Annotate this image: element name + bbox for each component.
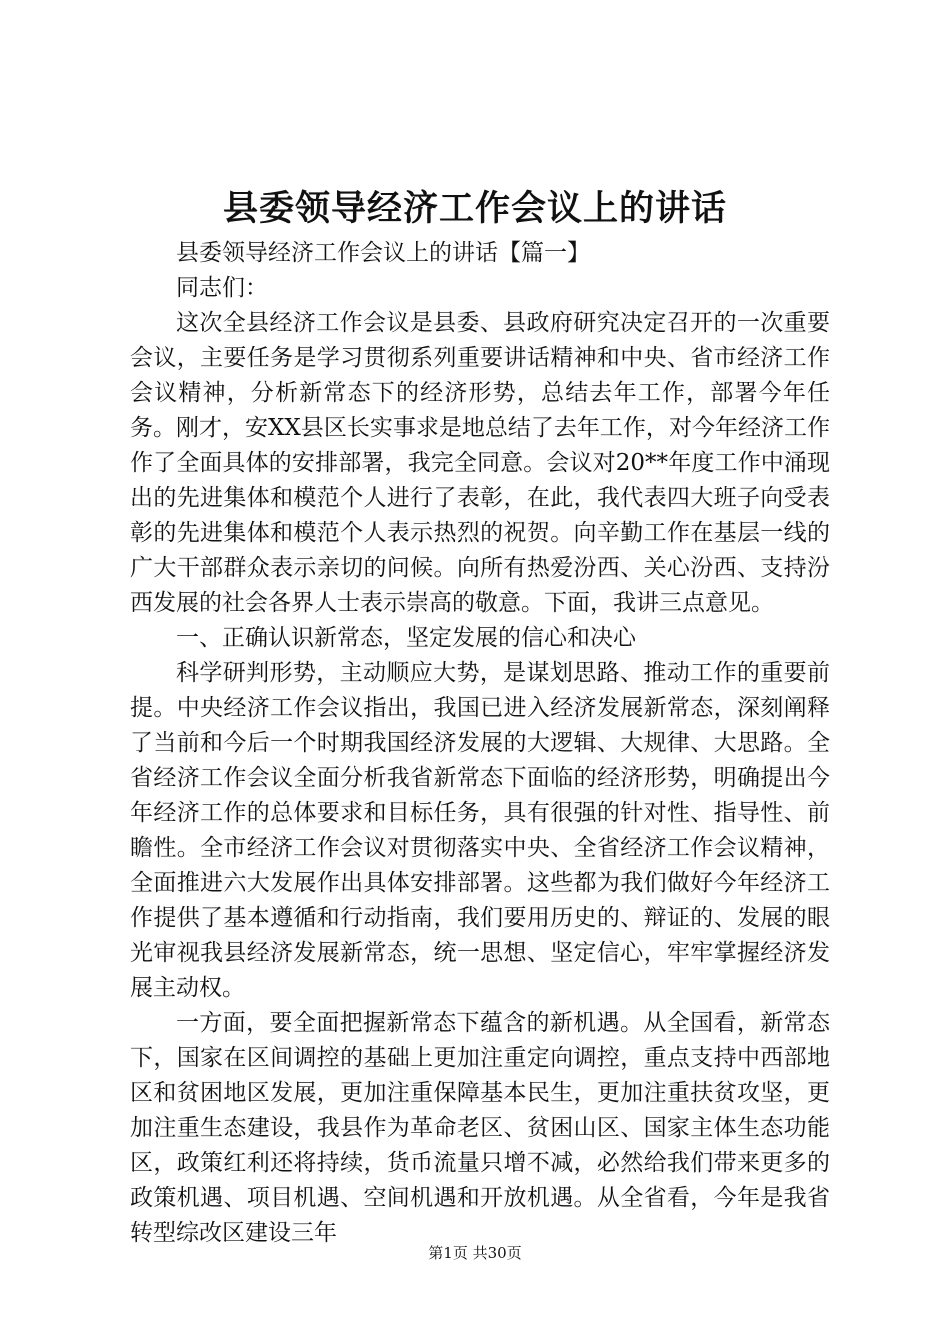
page-footer: 第1页 共30页: [428, 1244, 522, 1262]
paragraph-intro: 这次全县经济工作会议是县委、县政府研究决定召开的一次重要会议，主要任务是学习贯彻系列重要讲话精神和中央、省市经济工作会议精神，分析新常态下的经济形势，总结去年工作，部署今年任务。刚才，安XX县区长实事求是地总结了去年工作，对今年经济工作作了全面具体的安排部署，我完全同意。会议对20**年度工作中涌现出的先进集体和模范个人进行了表彰，在此，我代表四大班子向受表彰的先进集体和模范个人表示热烈的祝贺。向辛勤工作在基层一线的广大干部群众表示亲切的问候。向所有热爱汾西、关心汾西、支持汾西发展的社会各界人士表示崇高的敬意。下面，我讲三点意见。: [130, 310, 830, 616]
document-body: [130, 236, 830, 1251]
paragraph-opportunities: 一方面，要全面把握新常态下蕴含的新机遇。从全国看，新常态下，国家在区间调控的基础上更加注重定向调控，重点支持中西部地区和贫困地区发展，更加注重保障基本民生，更加注重扶贫攻坚，更加注重生态建设，我县作为革命老区、贫困山区、国家主体生态功能区，政策红利还将持续，货币流量只增不减，必然给我们带来更多的政策机遇、项目机遇、空间机遇和开放机遇。从全省看，今年是我省转型综改区建设三年: [130, 1010, 830, 1246]
paragraph-situation: 科学研判形势，主动顺应大势，是谋划思路、推动工作的重要前提。中央经济工作会议指出，我国已进入经济发展新常态，深刻阐释了当前和今后一个时期我国经济发展的大逻辑、大规律、大思路。全省经济工作会议全面分析我省新常态下面临的经济形势，明确提出今年经济工作的总体要求和目标任务，具有很强的针对性、指导性、前瞻性。全市经济工作会议对贯彻落实中央、全省经济工作会议精神，全面推进六大发展作出具体安排部署。这些都为我们做好今年经济工作提供了基本遵循和行动指南，我们要用历史的、辩证的、发展的眼光审视我县经济发展新常态，统一思想、坚定信心，牢牢掌握经济发展主动权。: [130, 660, 830, 1001]
document-title: 县委领导经济工作会议上的讲话: [222, 188, 727, 229]
salutation: 同志们：: [176, 275, 268, 301]
section-heading: 县委领导经济工作会议上的讲话【篇一】: [176, 240, 590, 266]
subheading-one: 一、正确认识新常态，坚定发展的信心和决心: [176, 625, 636, 651]
